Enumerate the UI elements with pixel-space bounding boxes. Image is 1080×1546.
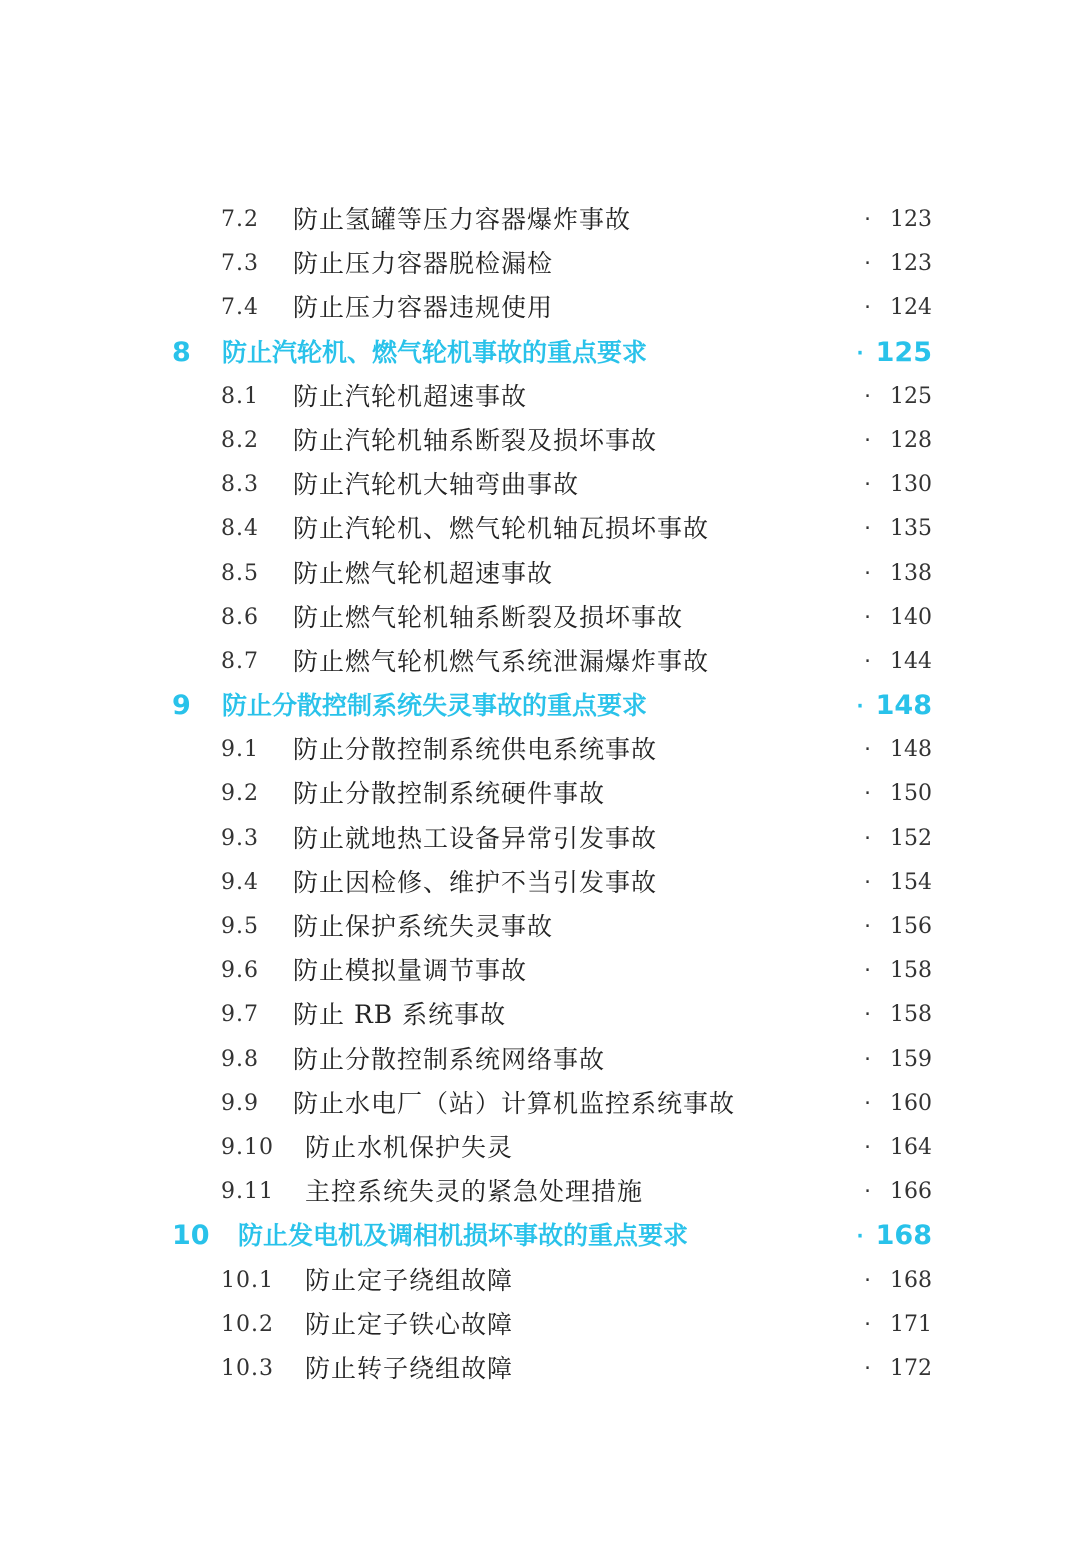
toc-section-entry [0, 1082, 1080, 1126]
toc-entry-title: 防止定子绕组故障 [305, 1265, 514, 1295]
toc-entry-title: 防止压力容器违规使用 [293, 293, 554, 323]
toc-entry-title: 防止分散控制系统网络事故 [293, 1044, 606, 1074]
toc-entry-title: 防止压力容器脱检漏检 [293, 249, 554, 279]
toc-entry-number: 9.8 [221, 1046, 259, 1072]
toc-section-entry [0, 552, 1080, 596]
toc-entry-number: 9.3 [221, 825, 259, 851]
toc-section-entry [0, 905, 1080, 949]
toc-entry-page: 156 [890, 914, 932, 939]
toc-entry-page: 158 [890, 1002, 932, 1028]
toc-entry-number: 10 [172, 1220, 210, 1252]
toc-dot-leader: · [862, 518, 875, 540]
toc-section-entry [0, 596, 1080, 640]
toc-section-entry [0, 772, 1080, 816]
toc-entry-page: 166 [890, 1179, 932, 1205]
toc-entry-page: 160 [890, 1090, 932, 1116]
toc-entry-number: 10.3 [221, 1355, 274, 1381]
toc-dot-leader: · [862, 1269, 875, 1291]
toc-entry-title: 防止燃气轮机燃气系统泄漏爆炸事故 [293, 646, 710, 676]
toc-section-entry [0, 242, 1080, 286]
toc-entry-number: 9.11 [221, 1179, 274, 1205]
toc-dot-leader: · [862, 960, 875, 982]
toc-entry-number: 9.9 [221, 1090, 259, 1116]
toc-entry-title: 防止因检修、维护不当引发事故 [293, 867, 658, 897]
toc-entry-number: 7.2 [221, 207, 259, 232]
toc-entry-page: 150 [890, 781, 932, 807]
toc-entry-number: 9.1 [221, 737, 259, 763]
toc-entry-number: 8.2 [221, 427, 259, 453]
toc-entry-number: 8.6 [221, 604, 259, 630]
toc-section-entry [0, 375, 1080, 419]
toc-entry-title: 防止氢罐等压力容器爆炸事故 [293, 205, 632, 234]
toc-entry-number: 9.4 [221, 869, 259, 895]
toc-section-entry [0, 198, 1080, 242]
toc-chapter-entry [0, 1214, 1080, 1258]
toc-entry-title: 防止定子铁心故障 [305, 1309, 514, 1339]
toc-entry-number: 8.3 [221, 472, 259, 498]
toc-dot-leader: · [862, 429, 875, 451]
toc-section-entry [0, 1347, 1080, 1391]
toc-entry-number: 9.10 [221, 1134, 274, 1160]
toc-entry-title: 防止汽轮机超速事故 [293, 381, 528, 411]
toc-dot-leader: · [853, 694, 867, 719]
toc-section-entry [0, 1038, 1080, 1082]
toc-dot-leader: · [862, 783, 875, 805]
toc-section-entry [0, 1126, 1080, 1170]
toc-entry-page: 158 [890, 958, 932, 984]
toc-entry-title: 防止分散控制系统硬件事故 [293, 779, 606, 809]
toc-entry-page: 135 [890, 516, 932, 542]
toc-dot-leader: · [862, 1004, 875, 1026]
toc-dot-leader: · [862, 1181, 875, 1203]
toc-entry-page: 168 [875, 1220, 932, 1252]
toc-entry-title: 防止分散控制系统供电系统事故 [293, 735, 658, 765]
toc-entry-title: 防止水机保护失灵 [305, 1132, 514, 1162]
toc-dot-leader: · [862, 1357, 875, 1379]
toc-entry-number: 9.6 [221, 958, 259, 984]
toc-entry-number: 8.1 [221, 383, 259, 409]
toc-section-entry [0, 728, 1080, 772]
toc-entry-page: 159 [890, 1046, 932, 1072]
toc-entry-title: 防止转子绕组故障 [305, 1353, 514, 1383]
toc-entry-number: 7.3 [221, 251, 259, 277]
toc-entry-page: 164 [890, 1134, 932, 1160]
toc-section-entry [0, 1259, 1080, 1303]
toc-entry-page: 148 [890, 737, 932, 763]
toc-entry-title: 防止汽轮机大轴弯曲事故 [293, 470, 580, 500]
toc-entry-number: 9.2 [221, 781, 259, 807]
toc-entry-number: 10.2 [221, 1311, 274, 1337]
toc-dot-leader: · [862, 474, 875, 496]
toc-entry-title: 防止水电厂（站）计算机监控系统事故 [293, 1088, 736, 1118]
toc-entry-page: 125 [890, 383, 932, 409]
toc-entry-number: 8.5 [221, 560, 259, 586]
toc-entry-title: 防止燃气轮机超速事故 [293, 558, 554, 588]
toc-entry-page: 171 [890, 1311, 932, 1337]
toc-entry-page: 124 [890, 295, 932, 321]
table-of-contents [0, 198, 1080, 1391]
toc-entry-title: 防止发电机及调相机损坏事故的重点要求 [238, 1221, 689, 1251]
toc-dot-leader: · [862, 297, 875, 319]
toc-entry-number: 9.5 [221, 914, 259, 939]
toc-section-entry [0, 640, 1080, 684]
toc-dot-leader: · [862, 739, 875, 761]
toc-entry-title: 防止汽轮机、燃气轮机事故的重点要求 [222, 337, 648, 367]
toc-section-entry [0, 463, 1080, 507]
toc-entry-number: 8.4 [221, 516, 259, 542]
toc-dot-leader: · [862, 253, 875, 275]
toc-entry-number: 10.1 [221, 1267, 274, 1293]
toc-dot-leader: · [862, 1313, 875, 1335]
toc-entry-page: 140 [890, 604, 932, 630]
toc-section-entry [0, 817, 1080, 861]
toc-entry-title: 防止分散控制系统失灵事故的重点要求 [222, 691, 648, 721]
toc-entry-number: 8 [172, 336, 191, 368]
toc-entry-title: 防止保护系统失灵事故 [293, 912, 554, 941]
toc-dot-leader: · [862, 562, 875, 584]
toc-entry-title: 防止汽轮机、燃气轮机轴瓦损坏事故 [293, 514, 710, 544]
toc-dot-leader: · [862, 827, 875, 849]
toc-entry-number: 9.7 [221, 1002, 259, 1028]
toc-entry-title: 主控系统失灵的紧急处理措施 [305, 1177, 644, 1207]
toc-dot-leader: · [862, 385, 875, 407]
toc-chapter-entry [0, 684, 1080, 728]
toc-dot-leader: · [862, 650, 875, 672]
toc-dot-leader: · [862, 209, 875, 230]
toc-entry-number: 9 [172, 690, 191, 722]
toc-entry-page: 123 [890, 251, 932, 277]
toc-entry-title: 防止汽轮机轴系断裂及损坏事故 [293, 425, 658, 455]
toc-section-entry [0, 1170, 1080, 1214]
toc-section-entry [0, 419, 1080, 463]
toc-section-entry [0, 507, 1080, 551]
toc-entry-number: 7.4 [221, 295, 259, 321]
toc-section-entry [0, 993, 1080, 1037]
toc-entry-page: 138 [890, 560, 932, 586]
toc-entry-page: 130 [890, 472, 932, 498]
toc-section-entry [0, 1303, 1080, 1347]
toc-entry-page: 128 [890, 427, 932, 453]
toc-dot-leader: · [853, 340, 867, 365]
toc-entry-page: 152 [890, 825, 932, 851]
toc-section-entry [0, 949, 1080, 993]
toc-entry-title: 防止模拟量调节事故 [293, 956, 528, 986]
toc-entry-page: 148 [875, 690, 932, 722]
toc-dot-leader: · [862, 916, 875, 937]
toc-entry-page: 144 [890, 648, 932, 674]
toc-entry-page: 123 [890, 207, 932, 232]
toc-entry-number: 8.7 [221, 648, 259, 674]
toc-section-entry [0, 861, 1080, 905]
toc-chapter-entry [0, 331, 1080, 375]
toc-dot-leader: · [862, 1136, 875, 1158]
toc-section-entry [0, 286, 1080, 330]
toc-entry-title: 防止燃气轮机轴系断裂及损坏事故 [293, 602, 684, 632]
toc-dot-leader: · [853, 1224, 867, 1249]
toc-entry-page: 125 [875, 336, 932, 368]
toc-entry-page: 172 [890, 1355, 932, 1381]
toc-dot-leader: · [862, 1092, 875, 1114]
toc-entry-page: 168 [890, 1267, 932, 1293]
toc-dot-leader: · [862, 871, 875, 893]
toc-entry-title: 防止就地热工设备异常引发事故 [293, 823, 658, 853]
toc-entry-page: 154 [890, 869, 932, 895]
toc-dot-leader: · [862, 1048, 875, 1070]
toc-dot-leader: · [862, 606, 875, 628]
toc-entry-title: 防止 RB 系统事故 [293, 1000, 507, 1030]
